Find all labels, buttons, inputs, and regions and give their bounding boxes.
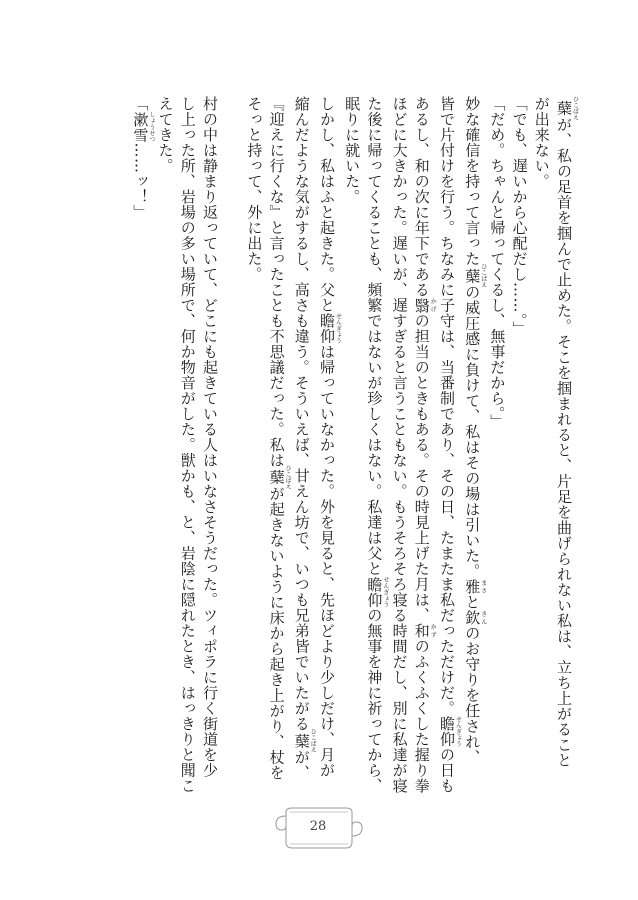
ruby-annotated-word — [267, 465, 292, 489]
text-segment: が起きないように床から起き上がり、杖を — [267, 486, 286, 781]
ruby-base: 蘖 — [555, 96, 573, 120]
text-line — [199, 96, 221, 778]
text-line — [154, 96, 176, 706]
ruby-annotated-word — [463, 579, 487, 595]
ruby-base: 和 — [412, 623, 431, 639]
text-line — [129, 96, 154, 706]
ruby-base: 欽 — [463, 610, 482, 626]
ruby-base: 雅 — [463, 579, 482, 595]
ruby-reading: せんぎょう — [454, 716, 462, 747]
text-line — [411, 96, 437, 794]
ruby-annotated-word — [292, 728, 317, 753]
ruby-reading: かげ — [429, 297, 437, 313]
text-segment: 妙な確信を持って言った — [463, 96, 482, 267]
text-line — [461, 96, 487, 765]
text-segment: 『迎えに行くな』と言ったことも不思議だった。私は — [267, 96, 286, 468]
text-segment: と — [463, 594, 482, 610]
text-line — [341, 96, 363, 706]
ruby-base: 蘖 — [463, 263, 482, 288]
text-segment: しかし、私はふと起きた。父と — [317, 96, 336, 313]
text-segment: 皆で片付けを行う。ちなみに子守は、当番制であり、その日、たまたま私だっただけだ。 — [437, 96, 456, 716]
text-line — [531, 96, 553, 706]
ruby-reading: きん — [479, 610, 487, 626]
text-segment: そっと持って、外に出た。 — [245, 96, 264, 282]
text-segment: の威圧感に負けて、私はその場は引いた。 — [463, 284, 482, 579]
ruby-base: 翳 — [412, 297, 431, 313]
text-segment: のお守りを任され、 — [463, 625, 482, 765]
text-line — [436, 96, 462, 794]
ruby-annotated-word — [555, 96, 579, 120]
ruby-annotated-word — [365, 576, 389, 608]
text-segment: の日も — [437, 747, 456, 794]
text-line — [291, 96, 317, 781]
ruby-annotated-word — [412, 623, 437, 639]
text-segment: し上った所、岩場の多い場所で、何か物音がした。獣かも、と、岩陰に隠れたとき、はっきりと聞こ — [178, 96, 197, 794]
text-segment: が出来ない。 — [532, 96, 551, 189]
text-segment: ほどに大きかった。遅いが、遅すぎると言うこともない。もうそろそろ寝る時間だし、別に私達が寝 — [390, 96, 409, 794]
text-segment: の無事を神に祈ってから、 — [365, 607, 384, 794]
text-segment: のふくふくした握り拳 — [412, 638, 431, 794]
ruby-reading: ひこばえ — [309, 728, 317, 753]
ruby-annotated-word — [412, 297, 437, 314]
ruby-base: 蘖 — [292, 728, 311, 753]
text-segment: 村の中は静まり返っていて、どこにも起きている人はいなさそうだった。ツィポラに行く街道を少 — [200, 96, 219, 778]
ruby-annotated-word — [131, 111, 155, 143]
text-line — [243, 96, 265, 706]
page-number-scroll — [272, 806, 364, 852]
text-segment: あるし、和の次に年下である — [412, 96, 431, 298]
ruby-base: 蘖 — [267, 465, 286, 489]
ruby-reading: かず — [429, 623, 437, 639]
text-line — [316, 96, 342, 778]
ruby-base: 瞻仰 — [437, 716, 456, 747]
ruby-base: 瞻仰 — [365, 576, 384, 608]
ruby-annotated-word — [463, 263, 487, 288]
text-segment: 眠りに就いた。 — [343, 96, 362, 205]
text-line — [177, 96, 199, 794]
ruby-annotated-word — [317, 313, 342, 344]
text-line — [486, 96, 508, 706]
text-segment: は帰っていなかった。外を見ると、先ほどより少しだけ、月が — [317, 344, 336, 778]
text-segment: 縮んだような気がするし、高さも違う。そういえば、甘えん坊で、いつも兄弟皆でいたがる — [292, 96, 311, 732]
text-line — [265, 96, 292, 781]
novel-text-body — [38, 96, 579, 794]
ruby-reading: ひこばえ — [571, 96, 579, 120]
text-segment: 「でも、遅いから心配だし……。」 — [510, 96, 529, 337]
ruby-reading: ひこばえ — [284, 465, 292, 489]
ruby-reading: せんぎょう — [381, 576, 389, 608]
ruby-base: 漱雪 — [131, 111, 150, 143]
ruby-base: 瞻仰 — [317, 313, 336, 344]
ruby-reading: せんぎょう — [334, 313, 342, 344]
text-segment: 「 — [131, 96, 150, 112]
text-line — [553, 96, 579, 768]
ruby-reading: しょうせつ — [147, 111, 155, 143]
page-number: 28 — [309, 819, 327, 834]
text-segment: の担当のときもある。その時見上げた月は、 — [412, 313, 431, 623]
text-segment: が、私の足首を掴んで止めた。そこを掴まれると、片足を曲げられない私は、立ち上がること — [555, 117, 573, 768]
ruby-annotated-word — [437, 716, 462, 747]
text-segment: ……ッ！」 — [131, 142, 150, 220]
text-segment: 「だめ。ちゃんと帰ってくるし、無事だから。」 — [488, 96, 507, 430]
ruby-reading: まさ — [479, 579, 487, 595]
text-segment: えてきた。 — [156, 96, 175, 174]
text-line — [508, 96, 530, 706]
text-line — [221, 96, 243, 706]
text-line — [388, 96, 410, 794]
text-segment: が、 — [292, 749, 311, 781]
text-line — [363, 96, 389, 794]
ruby-annotated-word — [463, 610, 487, 626]
ruby-reading: ひこばえ — [479, 263, 487, 288]
text-segment: た後に帰ってくることも、頻繁ではないが珍しくはない。私達は父と — [365, 96, 384, 577]
